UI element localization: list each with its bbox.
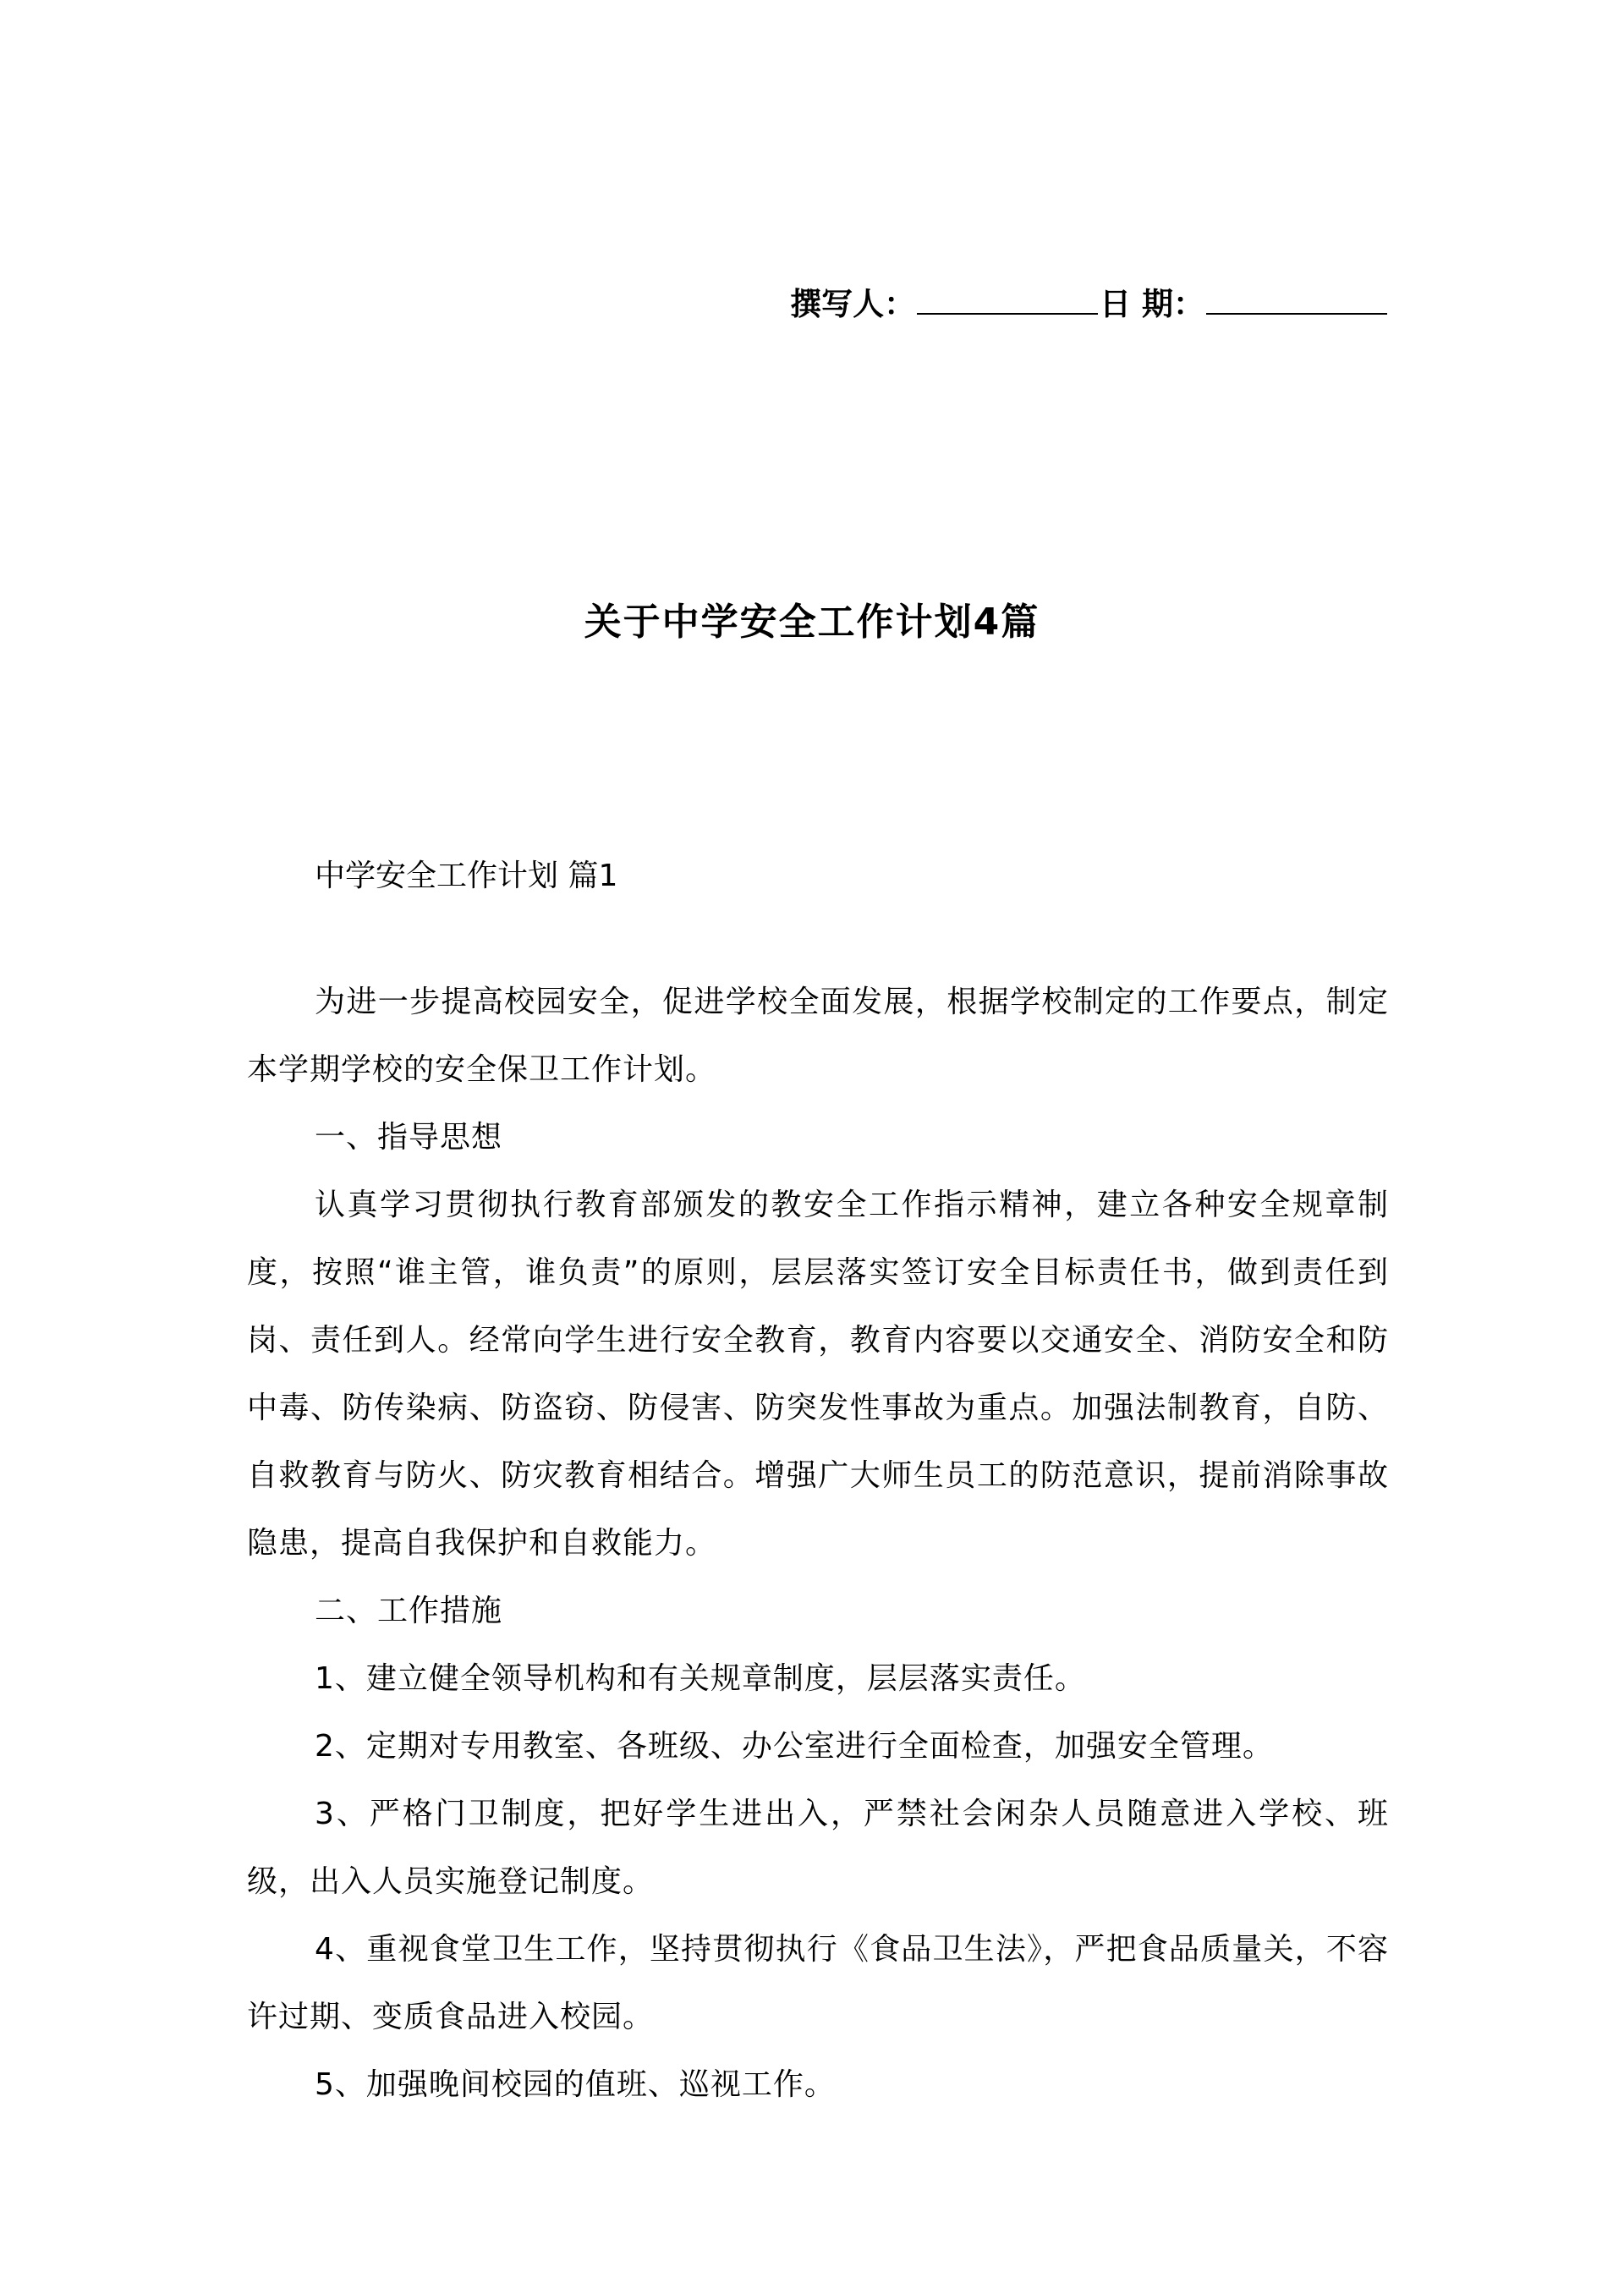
paragraph: 3、严格门卫制度，把好学生进出入，严禁社会闲杂人员随意进入学校、班级，出入人员实施登记制度。: [247, 1797, 1389, 1899]
author-blank: [917, 283, 1098, 315]
paragraph: 4、重视食堂卫生工作，坚持贯彻执行《食品卫生法》，严把食品质量关，不容许过期、变质食品进入校园。: [247, 1932, 1389, 2034]
author-label: 撰写人：: [790, 286, 916, 322]
section-heading: 中学安全工作计划 篇1: [315, 859, 618, 893]
document-title: 关于中学安全工作计划4篇: [584, 601, 1040, 644]
date-label: 日 期：: [1100, 286, 1204, 322]
paragraph: 一、指导思想: [315, 1120, 503, 1155]
paragraph: 1、建立健全领导机构和有关规章制度，层层落实责任。: [315, 1661, 1086, 1696]
paragraph: 认真学习贯彻执行教育部颁发的教安全工作指示精神，建立各种安全规章制度，按照“谁主管，谁负责”的原则，层层落实签订安全目标责任书，做到责任到岗、责任到人。经常向学生进行安全教育，教育内容要以交通安全、消防安全和防中毒、防传染病、防盗窃、防侵害、防突发性事故为重点。加强法制教育，自防、自救教育与防火、防灾教育相结合。增强广大师生员工的防范意识，提前消除事故隐患，提高自我保护和自救能力。: [247, 1188, 1389, 1561]
paragraph: 5、加强晚间校园的值班、巡视工作。: [315, 2067, 836, 2102]
paragraph: 2、定期对专用教室、各班级、办公室进行全面检查，加强安全管理。: [315, 1729, 1274, 1764]
date-blank: [1206, 283, 1387, 315]
body-text: [247, 969, 1389, 2119]
header-line: [0, 283, 1389, 327]
paragraph: 二、工作措施: [315, 1594, 503, 1628]
paragraph: 为进一步提高校园安全，促进学校全面发展，根据学校制定的工作要点，制定本学期学校的安全保卫工作计划。: [247, 985, 1389, 1087]
